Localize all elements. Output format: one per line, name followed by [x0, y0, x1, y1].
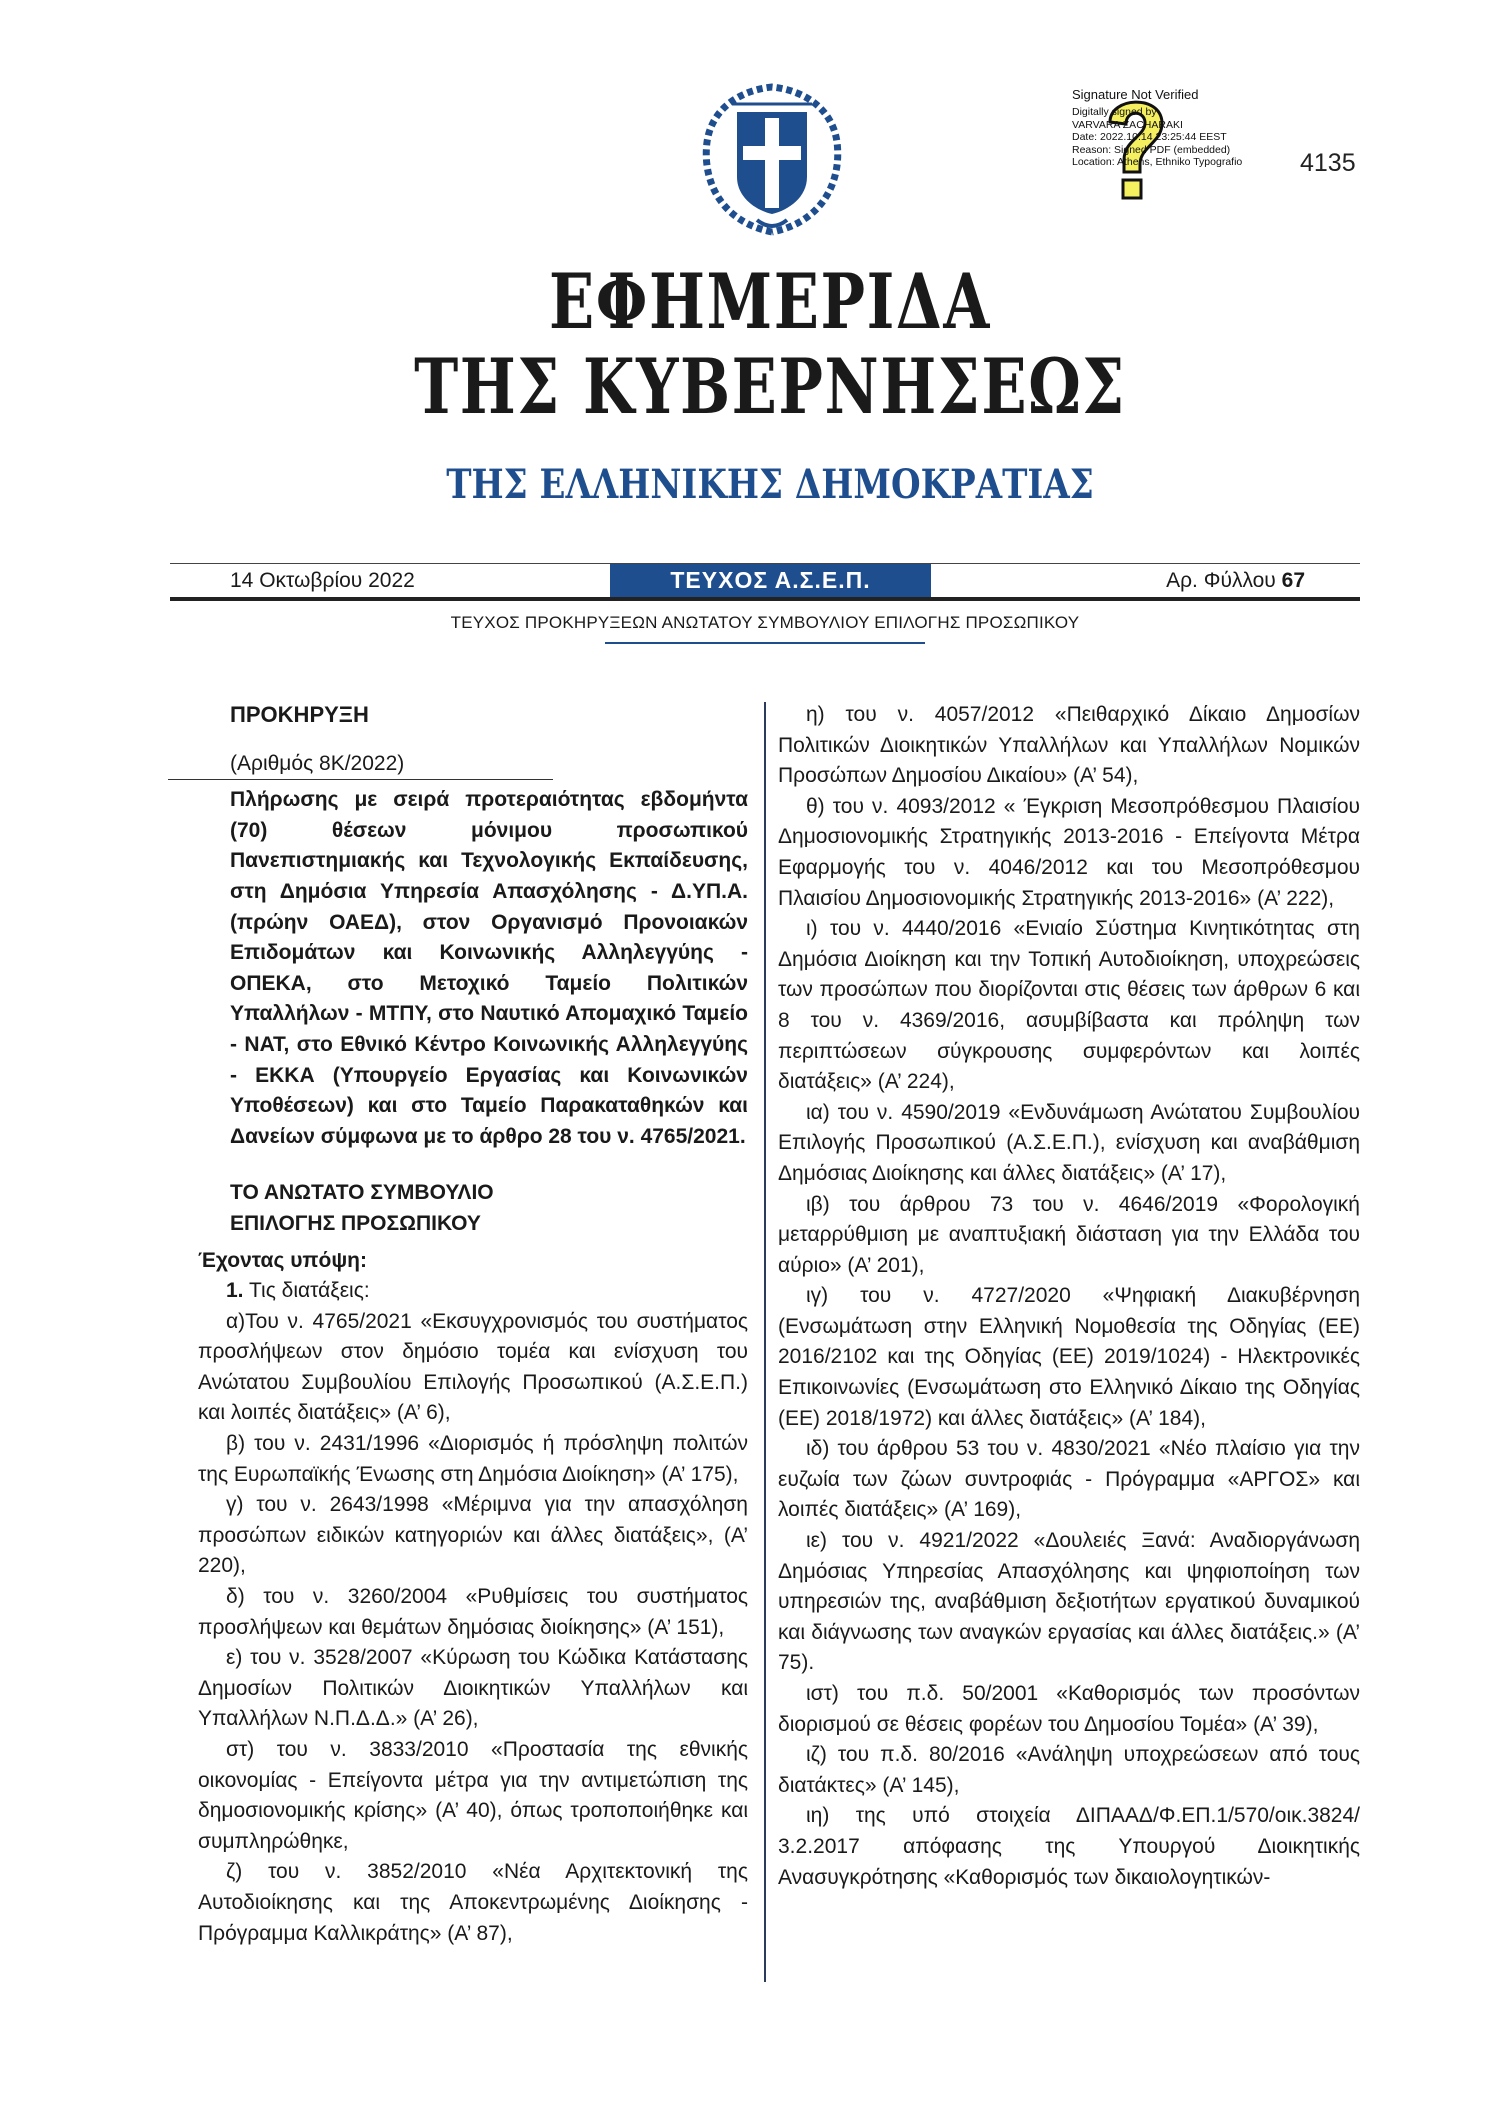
item-1	[198, 1276, 748, 1307]
issue-date: 14 Οκτωβρίου 2022	[230, 569, 415, 592]
provision-paragraph: β) του ν. 2431/1996 «Διορισμός ή πρόσληψη πολιτών της Ευρωπαϊκής Ένωσης στη Δημόσια Διοίκηση» (Α’ 175),	[198, 1432, 748, 1486]
considering-label: Έχοντας υπόψη:	[198, 1248, 367, 1272]
page-number: 4135	[1300, 149, 1356, 177]
provision-paragraph: ε) του ν. 3528/2007 «Κύρωση του Κώδικα Κατάστασης Δημοσίων Πολιτικών Διοικητικών Υπαλλήλων και Υπαλλήλων Ν.Π.Δ.Δ.» (Α’ 26),	[198, 1646, 748, 1731]
number-underline	[198, 779, 748, 781]
header-thick-rule	[170, 597, 1360, 601]
provision-paragraph: δ) του ν. 3260/2004 «Ρυθμίσεις του συστήματος προσλήψεων και θεμάτων δημόσιας διοίκησης» (Α’ 151),	[198, 1585, 748, 1639]
provision-paragraph: ιζ) του π.δ. 80/2016 «Ανάληψη υποχρεώσεων από τους διατάκτες» (Α’ 145),	[778, 1743, 1360, 1797]
provision-paragraph: ιε) του ν. 4921/2022 «Δουλειές Ξανά: Αναδιοργάνωση Δημόσιας Υπηρεσίας Απασχόλησης και ψηφιοποίηση των υπηρεσιών της, αναβάθμιση δεξιοτήτων εργατικού δυναμικού και διάγνωσης των αναγκών εργασίας και άλλες διατάξεις.» (Α’ 75).	[778, 1529, 1360, 1675]
signature-date: Date: 2022.10.14 23:25:44 EEST	[1072, 131, 1227, 143]
signature-signed-by-label: Digitally signed by	[1072, 106, 1157, 118]
digital-signature-block[interactable]	[1072, 88, 1242, 213]
item-1-text: Τις διατάξεις:	[248, 1279, 370, 1303]
announcement-title: Πλήρωσης με σειρά προτεραιότητας εβδομήντα (70) θέσεων μόνιμου προσωπικού Πανεπιστημιακής και Τεχνολογικής Εκπαίδευσης, στη Δημόσια Υπηρεσία Απασχόλησης - Δ.ΥΠ.Α. (πρώην ΟΑΕΔ), στον Οργανισμό Προνοιακών Επιδομάτων και Κοινωνικής Αλληλεγγύης - ΟΠΕΚΑ, στο Μετοχικό Ταμείο Πολιτικών Υπαλλήλων - ΜΤΠΥ, στο Ναυτικό Απομαχικό Ταμείο - ΝΑΤ, στο Εθνικό Κέντρο Κοινωνικής Αλληλεγγύης - ΕΚΚΑ (Υπουργείο Εργασίας και Κοινωνικών Υποθέσεων) και στο Ταμείο Παρακαταθηκών και Δανείων σύμφωνα με το άρθρο 28 του ν. 4765/2021.	[230, 788, 748, 1148]
provision-paragraph: ιγ) του ν. 4727/2020 «Ψηφιακή Διακυβέρνηση (Ενσωμάτωση στην Ελληνική Νομοθεσία της Οδηγίας (ΕΕ) 2016/2102 και της Οδηγίας (ΕΕ) 2019/1024) - Ηλεκτρονικές Επικοινωνίες (Ενσωμάτωση στο Ελληνικό Δίκαιο της Οδηγίας (ΕΕ) 2018/1972) και άλλες διατάξεις» (Α’ 184),	[778, 1284, 1360, 1430]
authority-line2: ΕΠΙΛΟΓΗΣ ΠΡΟΣΩΠΙΚΟΥ	[230, 1211, 481, 1235]
provision-paragraph: ιστ) του π.δ. 50/2001 «Καθορισμός των προσόντων διορισμού σε θέσεις φορέων του Δημοσίου Τομέα» (Α’ 39),	[778, 1682, 1360, 1736]
issue-subtitle: ΤΕΥΧΟΣ ΠΡΟΚΗΡΥΞΕΩΝ ΑΝΩΤΑΤΟΥ ΣΥΜΒΟΥΛΙΟΥ ΕΠΙΛΟΓΗΣ ΠΡΟΣΩΠΙΚΟΥ	[450, 613, 1080, 632]
issue-band	[170, 564, 1360, 597]
announcement-heading: ΠΡΟΚΗΡΥΞΗ	[230, 702, 369, 727]
masthead-title-line1: ΕΦΗΜΕΡΙΔΑ	[549, 257, 991, 346]
right-column	[778, 700, 1360, 1893]
sheet-number-value: 67	[1281, 569, 1305, 592]
provision-paragraph: α)Του ν. 4765/2021 «Εκσυγχρονισμός του συστήματος προσλήψεων στον δημόσιο τομέα και ενίσχυση του Ανώτατου Συμβουλίου Επιλογής Προσωπικού (Α.Σ.Ε.Π.) και λοιπές διατάξεις» (Α’ 6),	[198, 1309, 748, 1425]
provision-paragraph: ιδ) του άρθρου 53 του ν. 4830/2021 «Νέο πλαίσιο για την ευζωία των ζώων συντροφιάς - Πρόγραμμα «ΑΡΓΟΣ» και λοιπές διατάξεις» (Α’ 169),	[778, 1437, 1360, 1522]
authority-heading	[230, 1178, 748, 1239]
provision-paragraph: ζ) του ν. 3852/2010 «Νέα Αρχιτεκτονική της Αυτοδιοίκησης και της Αποκεντρωμένης Διοίκησης - Πρόγραμμα Καλλικράτης» (Α’ 87),	[198, 1860, 748, 1945]
issue-type: ΤΕΥΧΟΣ Α.Σ.Ε.Π.	[610, 564, 931, 597]
provision-paragraph: ιη) της υπό στοιχεία ΔΙΠΑΑΔ/Φ.ΕΠ.1/570/οικ.3824/ 3.2.2017 απόφασης της Υπουργού Διοικητικής Ανασυγκρότησης «Καθορισμός των δικαιολογητικών-	[778, 1804, 1360, 1889]
provision-paragraph: ιβ) του άρθρου 73 του ν. 4646/2019 «Φορολογική μεταρρύθμιση με αναπτυξιακή διάσταση για την Ελλάδα του αύριο» (Α’ 201),	[778, 1192, 1360, 1277]
signature-signer: VARVARA ZACHARAKI	[1072, 118, 1183, 131]
provision-paragraph: ια) του ν. 4590/2019 «Ενδυνάμωση Ανώτατου Συμβουλίου Επιλογής Προσωπικού (Α.Σ.Ε.Π.), ενίσχυση και αναβάθμιση Δημόσιας Διοίκησης και άλλες διατάξεις» (Α’ 17),	[778, 1100, 1360, 1185]
left-column	[198, 700, 748, 1949]
provision-paragraph: θ) του ν. 4093/2012 « Έγκριση Μεσοπρόθεσμου Πλαισίου Δημοσιονομικής Στρατηγικής 2013-2016 - Επείγοντα Μέτρα Εφαρμογής του ν. 4046/2012 και του Μεσοπρόθεσμου Πλαισίου Δημοσιονομικής Στρατηγικής 2013-2016» (Α’ 222),	[778, 794, 1360, 910]
provision-paragraph: γ) του ν. 2643/1998 «Μέριμνα για την απασχόληση προσώπων ειδικών κατηγοριών και άλλες διατάξεις», (Α’ 220),	[198, 1493, 748, 1578]
provision-paragraph: ι) του ν. 4440/2016 «Ενιαίο Σύστημα Κινητικότητας στη Δημόσια Διοίκηση και την Τοπική Αυτοδιοίκηση, υποχρεώσεις των προσώπων που διορίζονται στις θέσεις των άρθρων 6 και 8 του ν. 4369/2016, ασυμβίβαστα και πρόληψη των περιπτώσεων σύγκρουσης συμφερόντων και λοιπές διατάξεις» (Α’ 224),	[778, 917, 1360, 1094]
sheet-label: Αρ. Φύλλου	[1166, 569, 1276, 592]
greek-coat-of-arms-emblem	[697, 82, 847, 240]
signature-location: Location: Athens, Ethniko Typografio	[1072, 156, 1243, 168]
authority-line1: ΤΟ ΑΝΩΤΑΤΟ ΣΥΜΒΟΥΛΙΟ	[230, 1181, 494, 1205]
masthead-title-line3: ΤΗΣ ΕΛΛΗΝΙΚΗΣ ΔΗΜΟΚΡΑΤΙΑΣ	[446, 461, 1094, 508]
sheet-number	[1166, 569, 1305, 593]
provision-paragraph: η) του ν. 4057/2012 «Πειθαρχικό Δίκαιο Δημοσίων Πολιτικών Διοικητικών Υπαλλήλων και Υπαλλήλων Νομικών Προσώπων Δημοσίου Δικαίου» (Α’ 54),	[778, 703, 1360, 788]
column-divider	[764, 702, 766, 1982]
masthead-title-line2: ΤΗΣ ΚΥΒΕΡΝΗΣΕΩΣ	[414, 342, 1126, 431]
signature-status: Signature Not Verified	[1072, 87, 1199, 102]
item-1-number: 1.	[226, 1279, 244, 1303]
signature-reason: Reason: Signed PDF (embedded)	[1072, 143, 1231, 156]
announcement-number: (Αριθμός 8Κ/2022)	[230, 751, 405, 775]
provision-paragraph: στ) του ν. 3833/2010 «Προστασία της εθνικής οικονομίας - Επείγοντα μέτρα για την αντιμετώπιση της δημοσιονομικής κρίσης» (Α’ 40), όπως τροποποιήθηκε και συμπληρώθηκε,	[198, 1738, 748, 1853]
subtitle-underline	[605, 642, 925, 644]
